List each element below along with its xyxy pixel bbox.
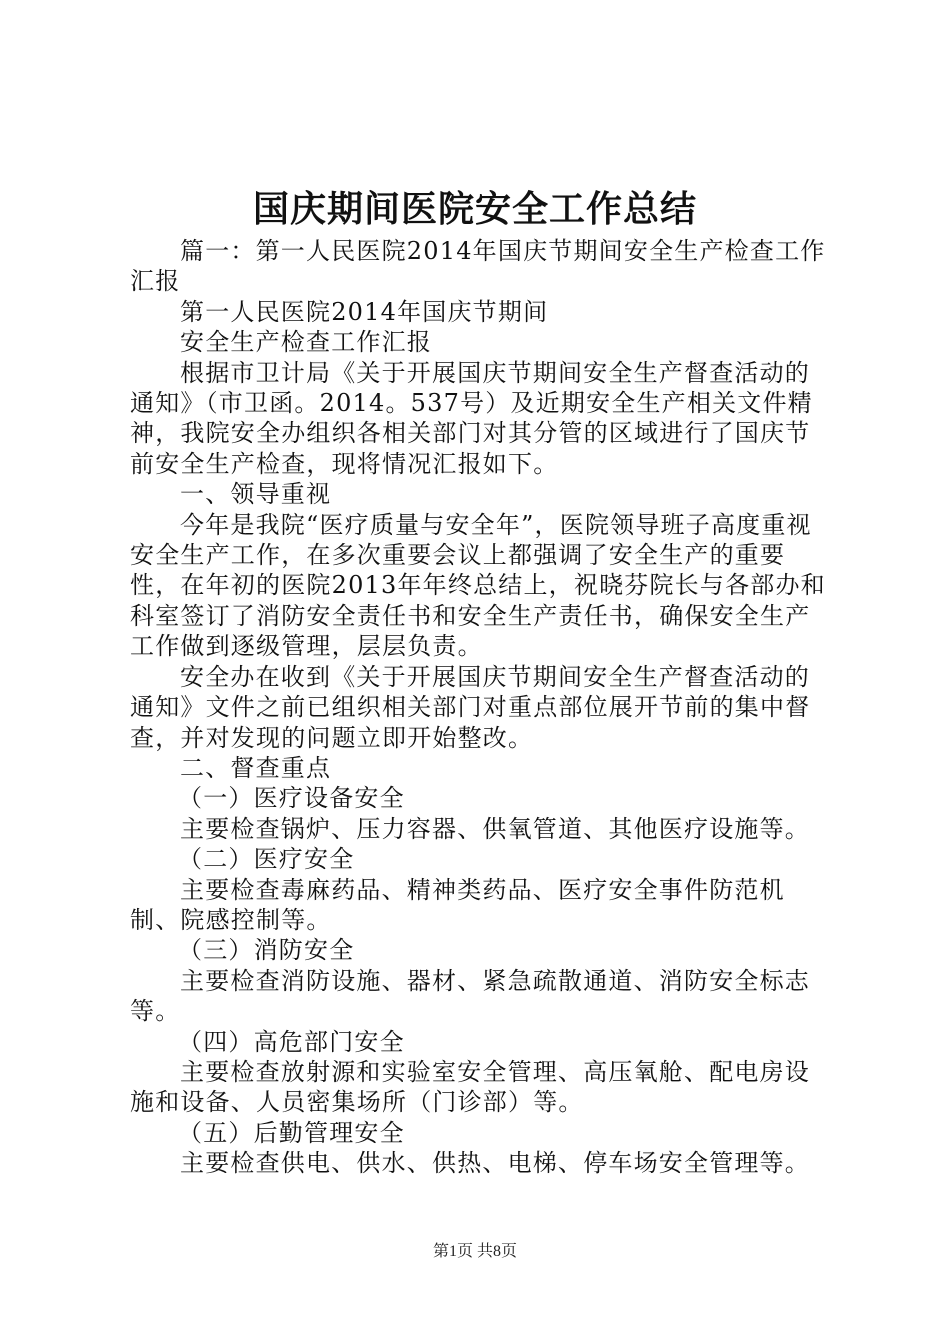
paragraph: 篇一：第一人民医院2014年国庆节期间安全生产检查工作汇报	[130, 237, 826, 296]
paragraph: 安全办在收到《关于开展国庆节期间安全生产督查活动的通知》文件之前已组织相关部门对重点部位展开节前的集中督查，并对发现的问题立即开始整改。	[130, 662, 811, 752]
document-title: 国庆期间医院安全工作总结	[252, 188, 697, 230]
paragraph: 根据市卫计局《关于开展国庆节期间安全生产督查活动的通知》（市卫函。2014。537号）及近期安全生产相关文件精神，我院安全办组织各相关部门对其分管的区域进行了国庆节前安全生产检查，现将情况汇报如下。	[130, 358, 813, 478]
subsection-heading: （一）医疗设备安全	[178, 784, 405, 813]
paragraph: 第一人民医院2014年国庆节期间	[180, 297, 549, 326]
page-number-footer: 第1页 共8页	[432, 1243, 517, 1260]
document-body	[130, 236, 830, 1179]
paragraph: 主要检查供电、供水、供热、电梯、停车场安全管理等。	[180, 1149, 810, 1178]
subsection-heading: （五）后勤管理安全	[178, 1118, 405, 1147]
subsection-heading: （二）医疗安全	[178, 845, 355, 874]
paragraph: 主要检查毒麻药品、精神类药品、医疗安全事件防范机制、院感控制等。	[130, 875, 785, 934]
subsection-heading: （三）消防安全	[178, 936, 355, 965]
paragraph: 今年是我院“医疗质量与安全年”，医院领导班子高度重视安全生产工作，在多次重要会议上都强调了安全生产的重要性，在年初的医院2013年年终总结上，祝晓芬院长与各部办和科室签订了消防安全责任书和安全生产责任书，确保安全生产工作做到逐级管理，层层负责。	[130, 510, 826, 661]
paragraph: 主要检查消防设施、器材、紧急疏散通道、消防安全标志等。	[130, 966, 810, 1026]
paragraph: 安全生产检查工作汇报	[180, 328, 432, 357]
section-heading: 二、督查重点	[180, 753, 332, 782]
section-heading: 一、领导重视	[180, 480, 332, 509]
paragraph: 主要检查锅炉、压力容器、供氧管道、其他医疗设施等。	[180, 814, 810, 843]
paragraph: 主要检查放射源和实验室安全管理、高压氧舱、配电房设施和设备、人员密集场所（门诊部）等。	[130, 1057, 810, 1117]
subsection-heading: （四）高危部门安全	[178, 1027, 405, 1056]
